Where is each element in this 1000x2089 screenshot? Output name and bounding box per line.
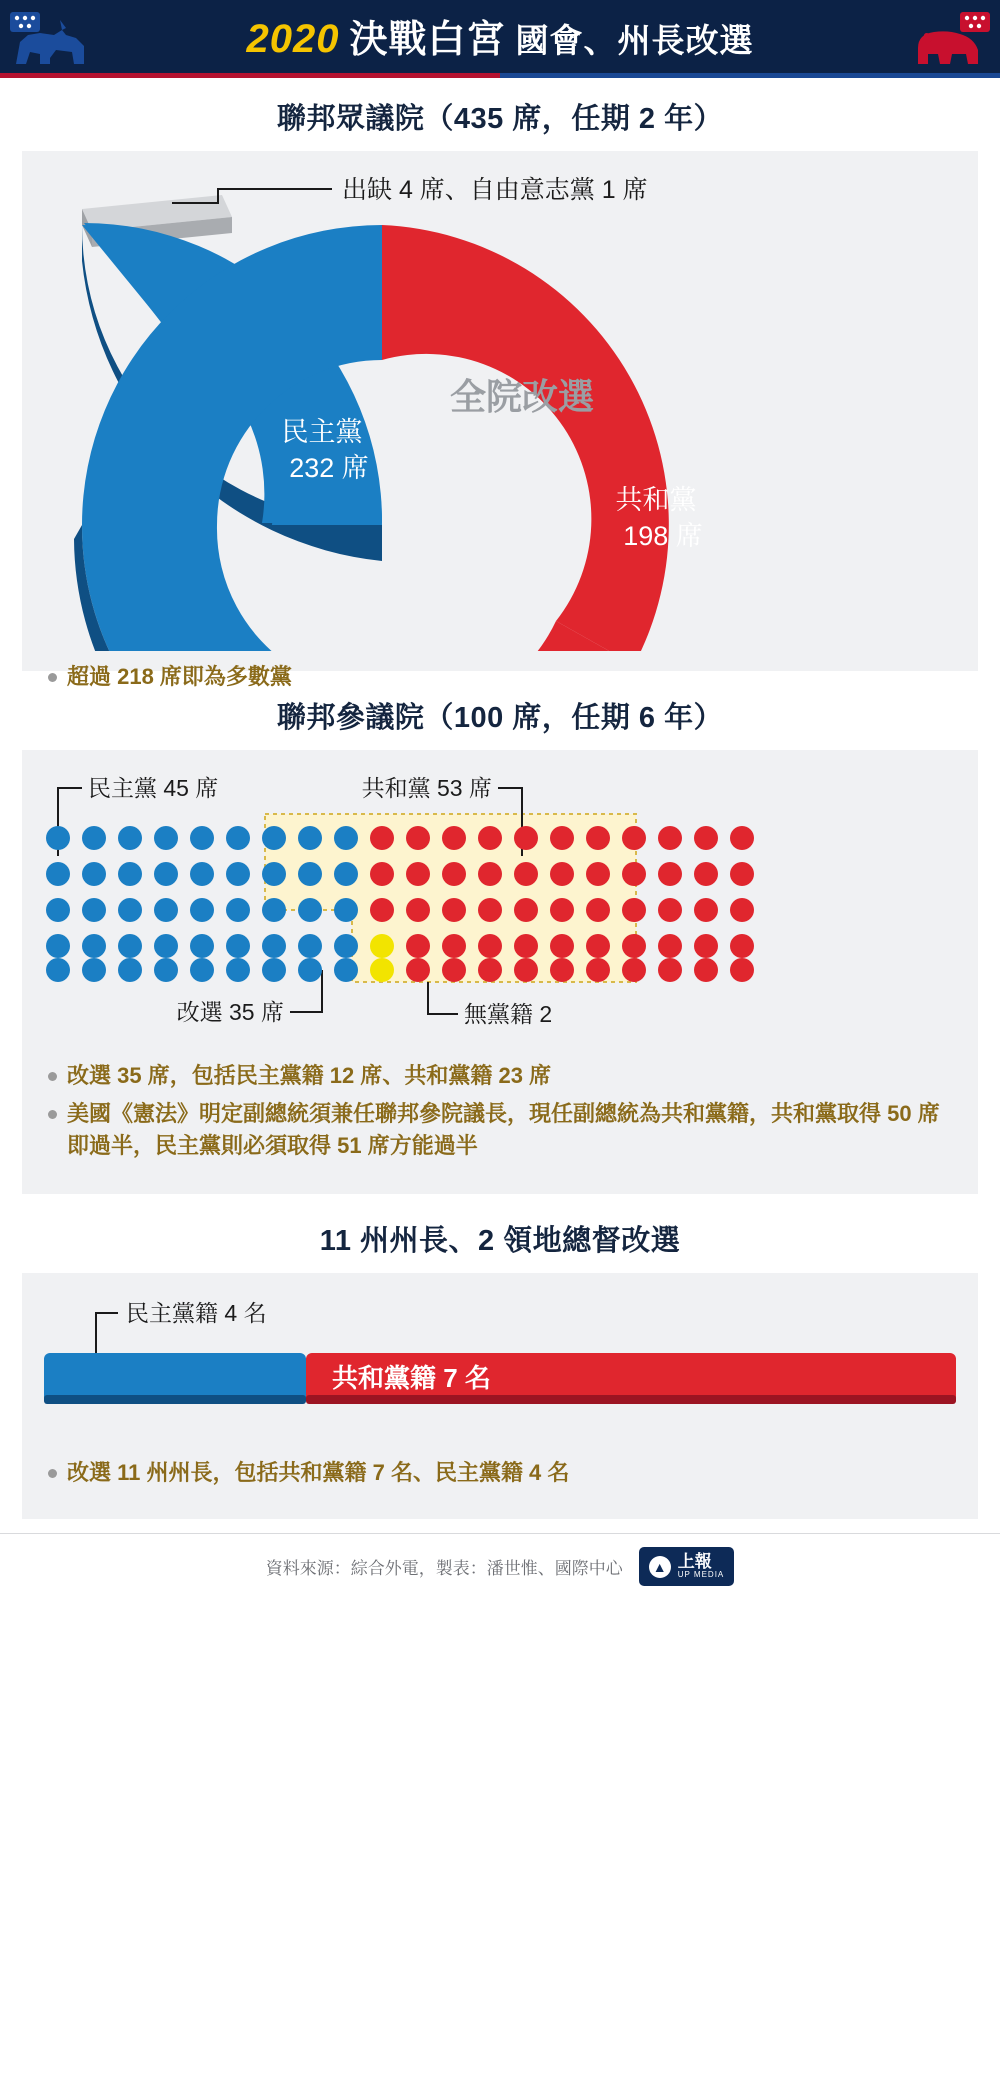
governors-panel [22,1273,978,1519]
header-title-main: 決戰白宮 [349,19,506,61]
header-year: 2020 [246,17,340,61]
upmedia-logo[interactable] [639,1547,735,1585]
governors-dem-bar [44,1353,306,1404]
house-panel [22,151,978,689]
senate-section-title: 聯邦參議院（100 席，任期 6 年） [0,677,1000,750]
senate-note-item [48,1098,952,1162]
bullet-dot-icon [48,1110,57,1119]
logo-text-main: 上報 [677,1552,712,1572]
governors-rep-bar-label: 共和黨籍 7 名 [332,1362,491,1393]
governors-notes [22,1447,978,1515]
page-footer [0,1533,1000,1600]
governors-dem-callout: 民主黨籍 4 名 [126,1299,267,1326]
senate-seat-grid [22,760,978,1050]
senate-note-text: 美國《憲法》明定副總統須兼任聯邦參院議長，現任副總統為共和黨籍，共和黨取得 50 席即過半，民主黨則必須取得 51 席方能過半 [67,1100,940,1158]
logo-mark-icon: ▲ [649,1556,671,1578]
governors-note-text: 改選 11 州州長，包括共和黨籍 7 名、民主黨籍 4 名 [67,1459,570,1485]
bullet-dot-icon [48,1072,57,1081]
house-dem-band-lower [82,525,294,651]
senate-note-item [48,1060,952,1092]
bullet-dot-icon [48,1469,57,1478]
senate-panel [22,750,978,1194]
senate-reelect-callout: 改選 35 席 [176,999,284,1025]
header-title-sub: 國會、州長改選 [515,22,754,59]
senate-note-text: 改選 35 席，包括民主黨籍 12 席、共和黨籍 23 席 [67,1063,552,1088]
house-note-text: 超過 218 席即為多數黨 [67,664,292,689]
house-center-label: 全院改選 [449,376,595,417]
house-dem-value: 232 席 [289,453,369,483]
house-notes [22,651,978,719]
page-header [0,0,1000,78]
senate-independent-callout: 無黨籍 2 [464,1001,553,1027]
senate-notes [22,1050,978,1188]
senate-dem-callout: 民主黨 45 席 [88,775,219,801]
house-donut-chart [22,151,978,651]
house-note-item [48,661,952,693]
house-vacant-label: 出缺 4 席、自由意志黨 1 席 [342,176,648,204]
header-title [247,19,754,59]
house-rep-value: 198 席 [623,521,703,551]
republican-elephant-icon [904,8,990,70]
bullet-dot-icon [48,673,57,682]
governors-section-title: 11 州州長、2 領地總督改選 [0,1200,1000,1273]
senate-rep-callout: 共和黨 53 席 [361,775,492,801]
house-dem-label: 民主黨 [281,417,363,447]
house-rep-band [382,225,669,651]
governors-note-item [48,1457,952,1489]
house-rep-label: 共和黨 [615,485,697,515]
house-section-title: 聯邦眾議院（435 席，任期 2 年） [0,78,1000,151]
footer-credit: 資料來源：綜合外電，製表：潘世惟、國際中心 [265,1559,623,1579]
democrat-donkey-icon [10,8,96,70]
governors-bar-chart [22,1287,978,1447]
logo-text-sub: UP MEDIA [677,1570,725,1580]
